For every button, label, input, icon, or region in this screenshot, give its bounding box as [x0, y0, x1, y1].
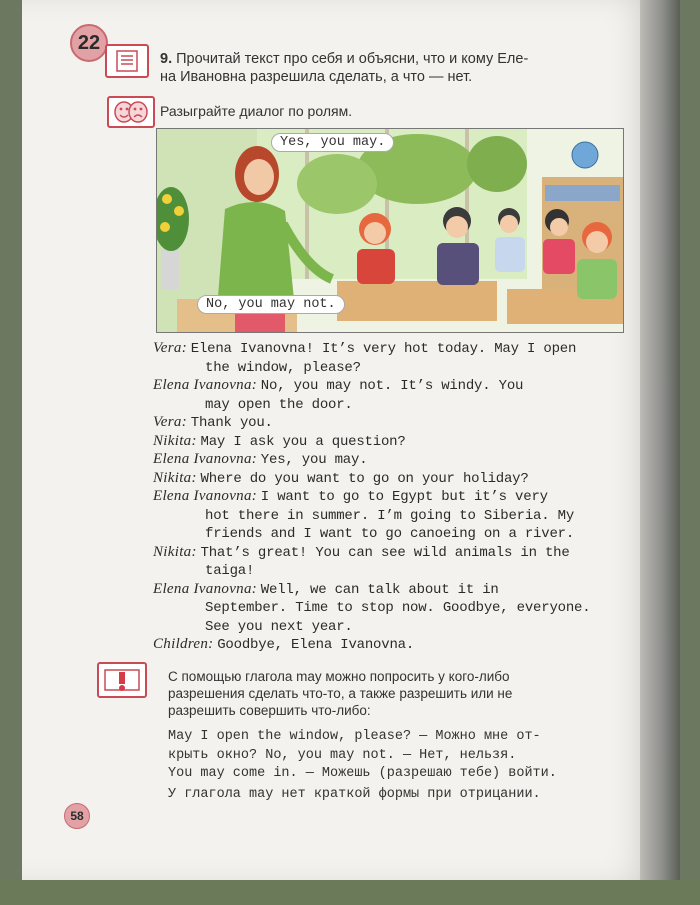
speaker-name: Elena Ivanovna:	[153, 488, 258, 504]
utterance: may open the door.	[205, 396, 353, 413]
utterance: I want to go to Egypt but it’s very	[260, 489, 548, 505]
exercise-subtitle: Разыграйте диалог по ролям.	[160, 103, 353, 119]
exercise-number: 9.	[160, 51, 173, 67]
dialogue-line	[153, 636, 623, 655]
utterance: Goodbye, Elena Ivanovna.	[217, 637, 415, 653]
example-1	[168, 727, 620, 765]
task-line-2: на Ивановна разрешила сделать, а что — нет.	[160, 69, 473, 85]
dialogue-line	[153, 525, 623, 544]
speaker-name: Nikita:	[153, 543, 197, 560]
notebook-icon	[105, 44, 149, 78]
page-edge-shadow	[640, 0, 680, 905]
utterance: May I ask you a question?	[200, 433, 406, 450]
rule-line-1: С помощью глагола may можно попросить у кого-либо	[168, 669, 510, 684]
speech-bubble-yes: Yes, you may.	[271, 133, 394, 152]
dialogue-line	[153, 581, 623, 600]
dialogue-line	[153, 562, 623, 581]
grammar-rule	[168, 668, 620, 719]
speaker-name: Vera:	[153, 340, 187, 356]
utterance: Thank you.	[190, 415, 273, 431]
task-line-1: Прочитай текст про себя и объясни, что и кому Еле-	[176, 51, 529, 67]
dialogue-line	[153, 470, 623, 489]
utterance: Well, we can talk about it in	[260, 581, 499, 598]
theater-masks-icon	[107, 96, 155, 128]
rule-line-2: разрешения сделать что-то, а также разрешить или не	[168, 686, 513, 701]
exclamation-icon	[97, 662, 147, 698]
dialogue-line	[153, 359, 623, 378]
utterance: Yes, you may.	[260, 452, 368, 468]
page-number: 58	[64, 803, 90, 829]
speaker-name: Elena Ivanovna:	[153, 377, 258, 393]
dialogue-line	[153, 451, 623, 470]
utterance: the window, please?	[205, 359, 361, 376]
dialogue-line	[153, 396, 623, 415]
classroom-illustration	[156, 128, 624, 333]
dialogue-line	[153, 340, 623, 359]
dialogue-line	[153, 488, 623, 507]
utterance: No, you may not. It’s windy. You	[260, 378, 524, 394]
dialogue	[153, 340, 623, 655]
rule-line-3: разрешить совершить что-либо:	[168, 703, 371, 718]
negation-note: У глагола may нет краткой формы при отрицании.	[168, 787, 541, 802]
dialogue-line	[153, 599, 623, 618]
utterance: friends and I want to go canoeing on a river.	[205, 526, 575, 542]
exercise-task	[160, 50, 630, 86]
speaker-name: Children:	[153, 636, 214, 652]
bottom-strip	[0, 880, 700, 905]
utterance: That’s great! You can see wild animals in the	[200, 544, 570, 561]
example-2: You may come in. — Можешь (разрешаю тебе) войти.	[168, 766, 557, 781]
dialogue-line	[153, 618, 623, 637]
speech-bubble-no: No, you may not.	[197, 295, 345, 314]
dialogue-line	[153, 544, 623, 563]
speaker-name: Nikita:	[153, 432, 197, 449]
utterance: Elena Ivanovna! It’s very hot today. May I open	[190, 341, 577, 357]
example-1-line-1: May I open the window, please? — Можно мне от-	[168, 729, 541, 744]
utterance: See you next year.	[205, 618, 353, 635]
speaker-name: Elena Ivanovna:	[153, 580, 258, 597]
utterance: taiga!	[205, 563, 255, 579]
dialogue-line	[153, 377, 623, 396]
lesson-number-badge: 22	[70, 24, 108, 62]
example-1-line-2: крыть окно? No, you may not. — Нет, нельзя.	[168, 748, 517, 763]
speaker-name: Nikita:	[153, 469, 197, 486]
utterance: hot there in summer. I’m going to Siberia. My	[205, 507, 575, 524]
speaker-name: Elena Ivanovna:	[153, 451, 258, 467]
utterance: Where do you want to go on your holiday?	[200, 470, 529, 487]
dialogue-line	[153, 507, 623, 526]
speaker-name: Vera:	[153, 414, 187, 430]
dialogue-line	[153, 433, 623, 452]
utterance: September. Time to stop now. Goodbye, everyone.	[205, 600, 591, 616]
dialogue-line	[153, 414, 623, 433]
